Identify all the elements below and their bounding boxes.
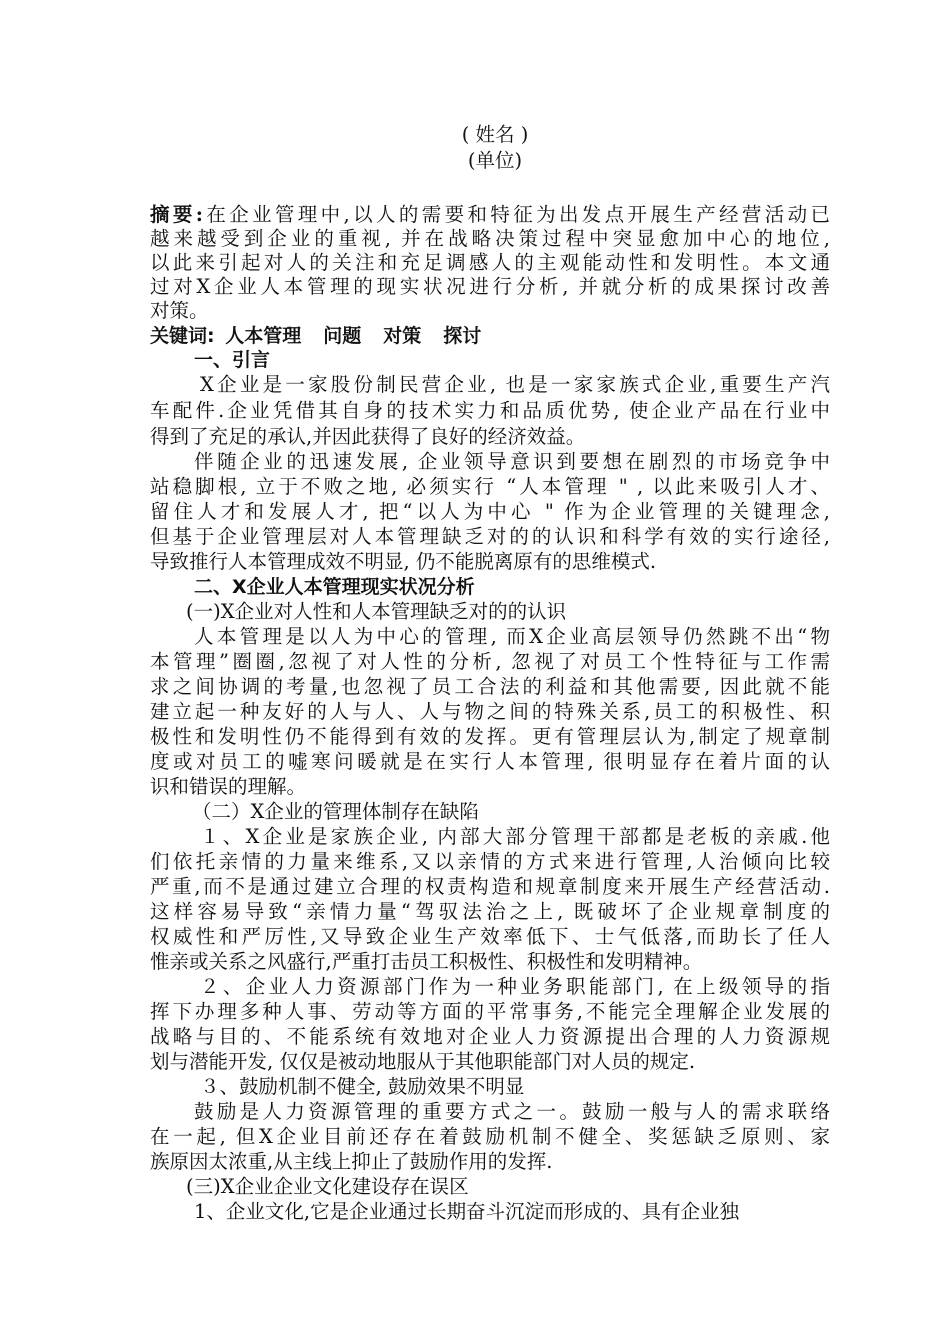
paragraph-line: 车配件.企业凭借其自身的技术实力和品质优势, 使企业产品在行业中	[150, 399, 830, 422]
paragraph-line: 族原因太浓重,从主线上抑止了鼓励作用的发挥.	[150, 1150, 553, 1173]
keyword: 问题	[323, 325, 362, 347]
paragraph-line: 惟亲或关系之风盛行,严重打击员工积极性、积极性和发明精神。	[150, 950, 703, 973]
paragraph-line: 但基于企业管理层对人本管理缺乏对的的认识和科学有效的实行途径,	[150, 525, 830, 548]
paragraph-line: 在一起, 但X企业目前还存在着鼓励机制不健全、奖惩缺乏原则、家	[150, 1125, 830, 1148]
paragraph-line: 导致推行人本管理成效不明显, 仍不能脱离原有的思维模式.	[150, 550, 657, 573]
paragraph-line: 本管理”圈圈,忽视了对人性的分析, 忽视了对员工个性特征与工作需	[150, 650, 830, 673]
paragraph-line: 权威性和严厉性,又导致企业生产效率低下、士气低落,而助长了任人	[150, 925, 830, 948]
paragraph-line: 伴随企业的迅速发展, 企业领导意识到要想在剧烈的市场竞争中	[194, 450, 830, 473]
paragraph-line: 人本管理是以人为中心的管理, 而X企业高层领导仍然跳不出“物	[194, 625, 830, 648]
keyword: 人本管理	[225, 325, 302, 347]
section-heading: 二、X企业人本管理现实状况分析	[194, 576, 475, 598]
keywords	[150, 323, 830, 349]
author-name: ( 姓名 )	[461, 123, 529, 146]
paragraph-line: 严重,而不是通过建立合理的权责构造和规章制度来开展生产经营活动.	[150, 875, 830, 898]
author-unit: (单位)	[467, 149, 523, 172]
paragraph-line: 极性和发明性仍不能得到有效的发挥。更有管理层认为,制定了规章制	[150, 725, 830, 748]
paragraph-line: 识和错误的理解。	[150, 775, 307, 798]
subsection-title: (一)X企业对人性和人本管理缺乏对的的认识	[186, 600, 567, 623]
paragraph-line: １、X企业是家族企业, 内部大部分管理干部都是老板的亲戚.他	[200, 825, 830, 848]
abstract-line: 摘要:在企业管理中,以人的需要和特征为出发点开展生产经营活动已	[150, 203, 831, 226]
paragraph-line: 站稳脚根, 立于不败之地, 必须实行 “人本管理 " , 以此来吸引人才、	[150, 475, 830, 498]
keyword: 对策	[383, 325, 422, 347]
paragraph-line: 1、企业文化,它是企业通过长期奋斗沉淀而形成的、具有企业独	[194, 1200, 740, 1223]
abstract-line: 越来越受到企业的重视, 并在战略决策过程中突显愈加中心的地位,	[150, 227, 830, 250]
paragraph-line: 留住人才和发展人才, 把“以人为中心 " 作为企业管理的关键理念,	[150, 500, 830, 523]
abstract-line: 以此来引起对人的关注和充足调感人的主观能动性和发明性。本文通	[150, 251, 830, 274]
paragraph-line: 这样容易导致“亲情力量“驾驭法治之上, 既破坏了企业规章制度的	[150, 900, 830, 923]
paragraph-line: 求之间协调的考量,也忽视了员工合法的利益和其他需要, 因此就不能	[150, 675, 830, 698]
paragraph-line: 划与潜能开发, 仅仅是被动地服从于其他职能部门对人员的规定.	[150, 1050, 696, 1073]
paragraph-line: 们依托亲情的力量来维系,又以亲情的方式来进行管理,人治倾向比较	[150, 850, 830, 873]
subsection-title: （二）X企业的管理体制存在缺陷	[192, 800, 479, 823]
abstract-label: 摘要:	[150, 203, 203, 226]
paragraph-line: X企业是一家股份制民营企业, 也是一家家族式企业,重要生产汽	[200, 373, 830, 396]
paragraph-line: 挥下办理多种人事、劳动等方面的平常事务,不能完全理解企业发展的	[150, 1000, 830, 1023]
keyword: 探讨	[443, 325, 482, 347]
keywords-label: 关键词:	[150, 325, 222, 347]
abstract-line: 对策。	[150, 299, 209, 322]
paragraph-line: 鼓励是人力资源管理的重要方式之一。鼓励一般与人的需求联络	[194, 1100, 830, 1123]
paragraph-line: 战略与目的、不能系统有效地对企业人力资源提出合理的人力资源规	[150, 1025, 830, 1048]
paragraph-line: ２、企业人力资源部门作为一种业务职能部门, 在上级领导的指	[200, 975, 830, 998]
paragraph-line: 得到了充足的承认,并因此获得了良好的经济效益。	[150, 425, 586, 448]
paragraph-line: 度或对员工的嘘寒问暖就是在实行人本管理, 很明显存在着片面的认	[150, 750, 830, 773]
subsection-title: (三)X企业企业文化建设存在误区	[186, 1175, 469, 1198]
abstract-line: 过对X企业人本管理的现实状况进行分析, 并就分析的成果探讨改善	[150, 275, 830, 298]
paragraph-line: 建立起一种友好的人与人、人与物之间的特殊关系,员工的积极性、积	[150, 700, 830, 723]
section-heading: 一、引言	[194, 349, 271, 371]
item-title: ３、鼓励机制不健全, 鼓励效果不明显	[200, 1075, 525, 1098]
